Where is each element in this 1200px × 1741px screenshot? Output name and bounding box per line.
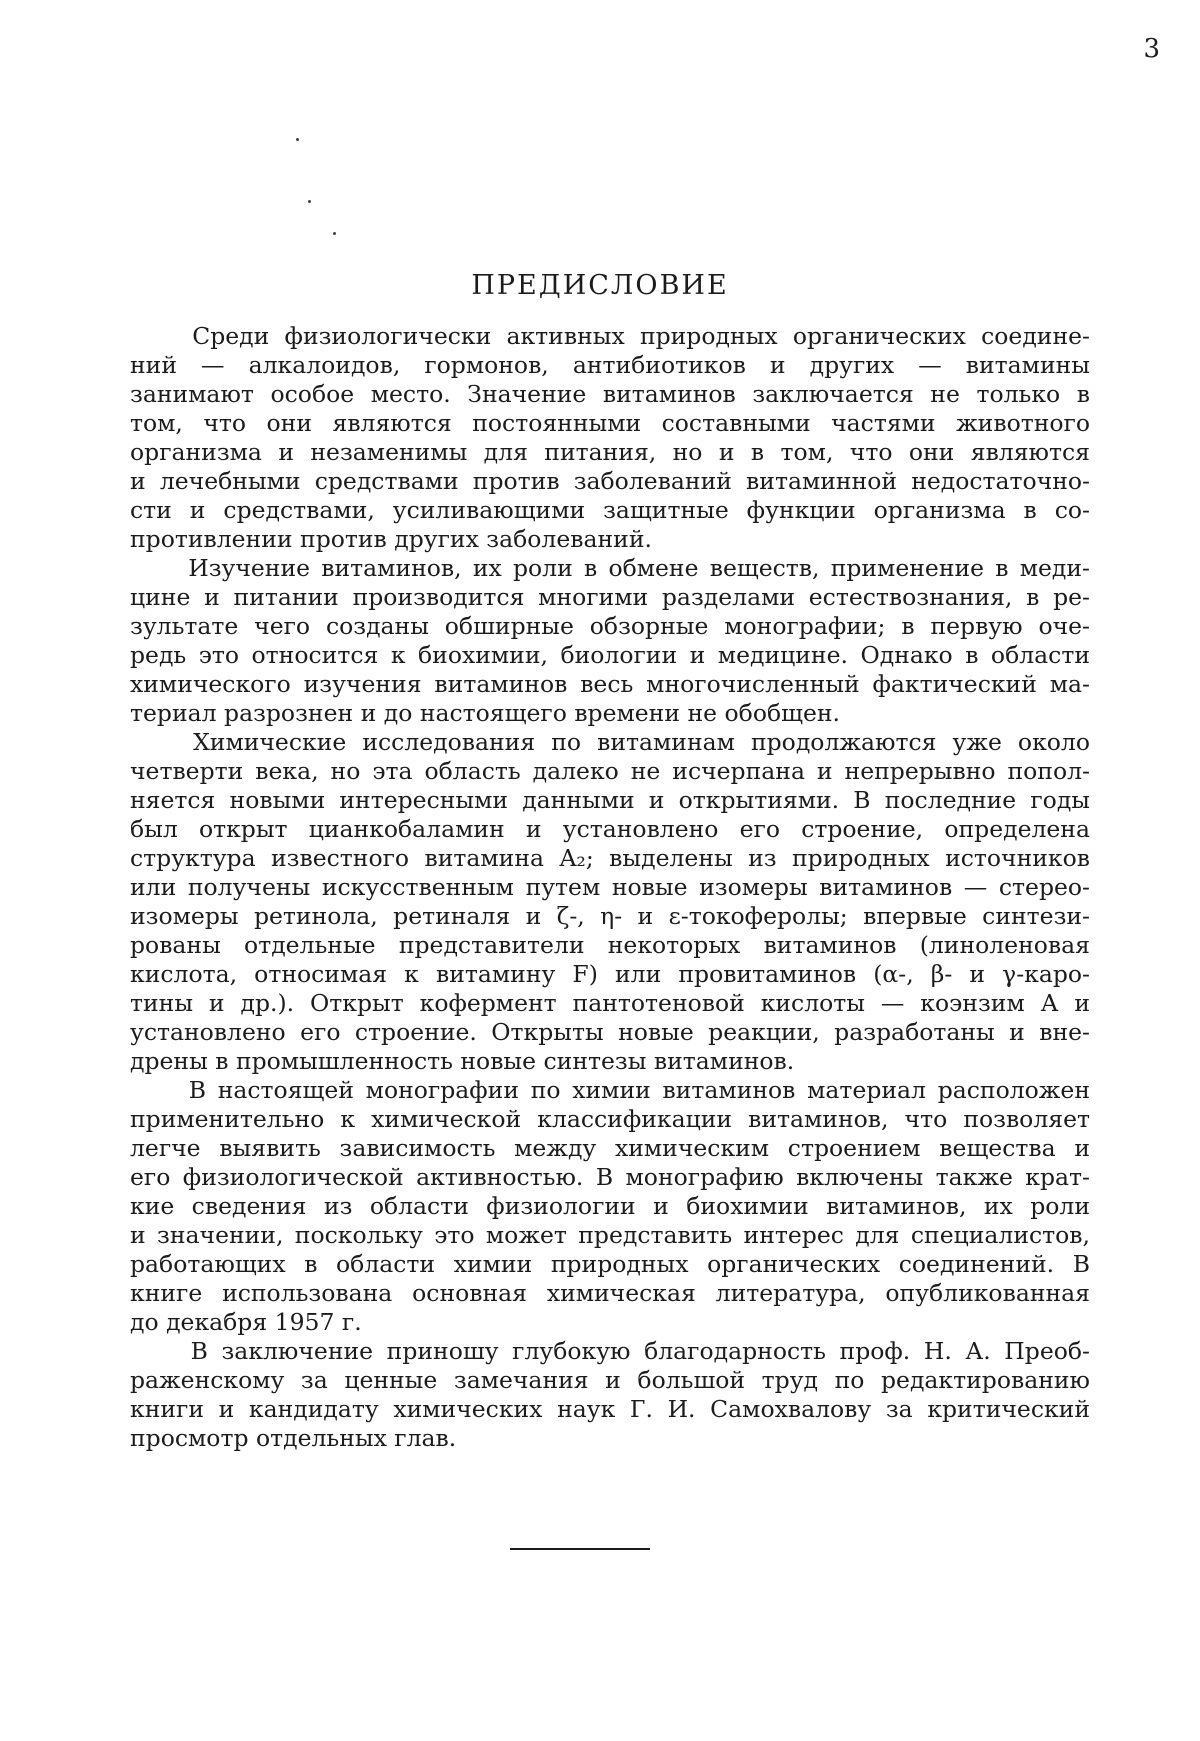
text-line: организма и незаменимы для питания, но и в том, что они являются: [130, 438, 1090, 466]
text-line: В заключение приношу глубокую благодарность проф. Н. А. Преоб-: [130, 1337, 1090, 1365]
text-line: его физиологической активностью. В монографию включены также крат-: [130, 1163, 1090, 1191]
text-line: кислота, относимая к витамину F) или провитаминов (α-, β- и γ-каро-: [130, 960, 1090, 988]
text-line: Среди физиологически активных природных органических соедине-: [130, 322, 1090, 350]
paragraph: [130, 554, 1090, 728]
page-title: ПРЕДИСЛОВИЕ: [471, 270, 729, 301]
text-line: или получены искусственным путем новые изомеры витаминов — стерео-: [130, 873, 1090, 901]
text-line: териал разрознен и до настоящего времени не обобщен.: [130, 699, 841, 727]
text-line: работающих в области химии природных органических соединений. В: [130, 1250, 1090, 1278]
paragraph: [130, 1337, 1090, 1453]
text-line: изомеры ретинола, ретиналя и ζ-, η- и ε-токоферолы; впервые синтези-: [130, 902, 1090, 930]
text-line: В настоящей монографии по химии витаминов материал расположен: [130, 1076, 1090, 1104]
closing-rule: [510, 1548, 650, 1550]
text-line: был открыт цианкобаламин и установлено его строение, определена: [130, 815, 1090, 843]
text-line: дрены в промышленность новые синтезы витаминов.: [130, 1047, 795, 1075]
text-line: четверти века, но эта область далеко не исчерпана и непрерывно попол-: [130, 757, 1090, 785]
paragraph: [130, 322, 1090, 554]
text-line: и значении, поскольку это может представить интерес для специалистов,: [130, 1221, 1090, 1249]
text-line: цине и питании производится многими разделами естествознания, в ре-: [130, 583, 1090, 611]
text-line: просмотр отдельных глав.: [130, 1424, 457, 1452]
text-line: тины и др.). Открыт кофермент пантотеновой кислоты — коэнзим А и: [130, 989, 1090, 1017]
text-line: раженскому за ценные замечания и большой труд по редактированию: [130, 1366, 1090, 1394]
paragraph: [130, 728, 1090, 1076]
text-line: противлении против других заболеваний.: [130, 525, 652, 553]
text-line: Химические исследования по витаминам продолжаются уже около: [130, 728, 1090, 756]
page-number: 3: [1143, 34, 1160, 64]
text-line: рованы отдельные представители некоторых витаминов (линоленовая: [130, 931, 1090, 959]
text-line: занимают особое место. Значение витаминов заключается не только в: [130, 380, 1090, 408]
paragraph: [130, 1076, 1090, 1337]
text-line: сти и средствами, усиливающими защитные функции организма в со-: [130, 496, 1090, 524]
text-line: няется новыми интересными данными и открытиями. В последние годы: [130, 786, 1090, 814]
preface-body: [130, 322, 1090, 1453]
text-line: Изучение витаминов, их роли в обмене веществ, применение в меди-: [130, 554, 1090, 582]
text-line: применительно к химической классификации витаминов, что позволяет: [130, 1105, 1090, 1133]
text-line: книги и кандидату химических наук Г. И. Самохвалову за критический: [130, 1395, 1090, 1423]
text-line: кие сведения из области физиологии и биохимии витаминов, их роли: [130, 1192, 1090, 1220]
text-line: легче выявить зависимость между химическим строением вещества и: [130, 1134, 1090, 1162]
text-line: структура известного витамина A₂; выделены из природных источников: [130, 844, 1090, 872]
text-line: до декабря 1957 г.: [130, 1308, 362, 1336]
text-line: том, что они являются постоянными составными частями животного: [130, 409, 1090, 437]
text-line: установлено его строение. Открыты новые реакции, разработаны и вне-: [130, 1018, 1090, 1046]
text-line: редь это относится к биохимии, биологии и медицине. Однако в области: [130, 641, 1090, 669]
text-line: химического изучения витаминов весь многочисленный фактический ма-: [130, 670, 1090, 698]
text-line: зультате чего созданы обширные обзорные монографии; в первую оче-: [130, 612, 1090, 640]
text-line: ний — алкалоидов, гормонов, антибиотиков и других — витамины: [130, 351, 1090, 379]
text-line: и лечебными средствами против заболеваний витаминной недостаточно-: [130, 467, 1090, 495]
text-line: книге использована основная химическая литература, опубликованная: [130, 1279, 1090, 1307]
